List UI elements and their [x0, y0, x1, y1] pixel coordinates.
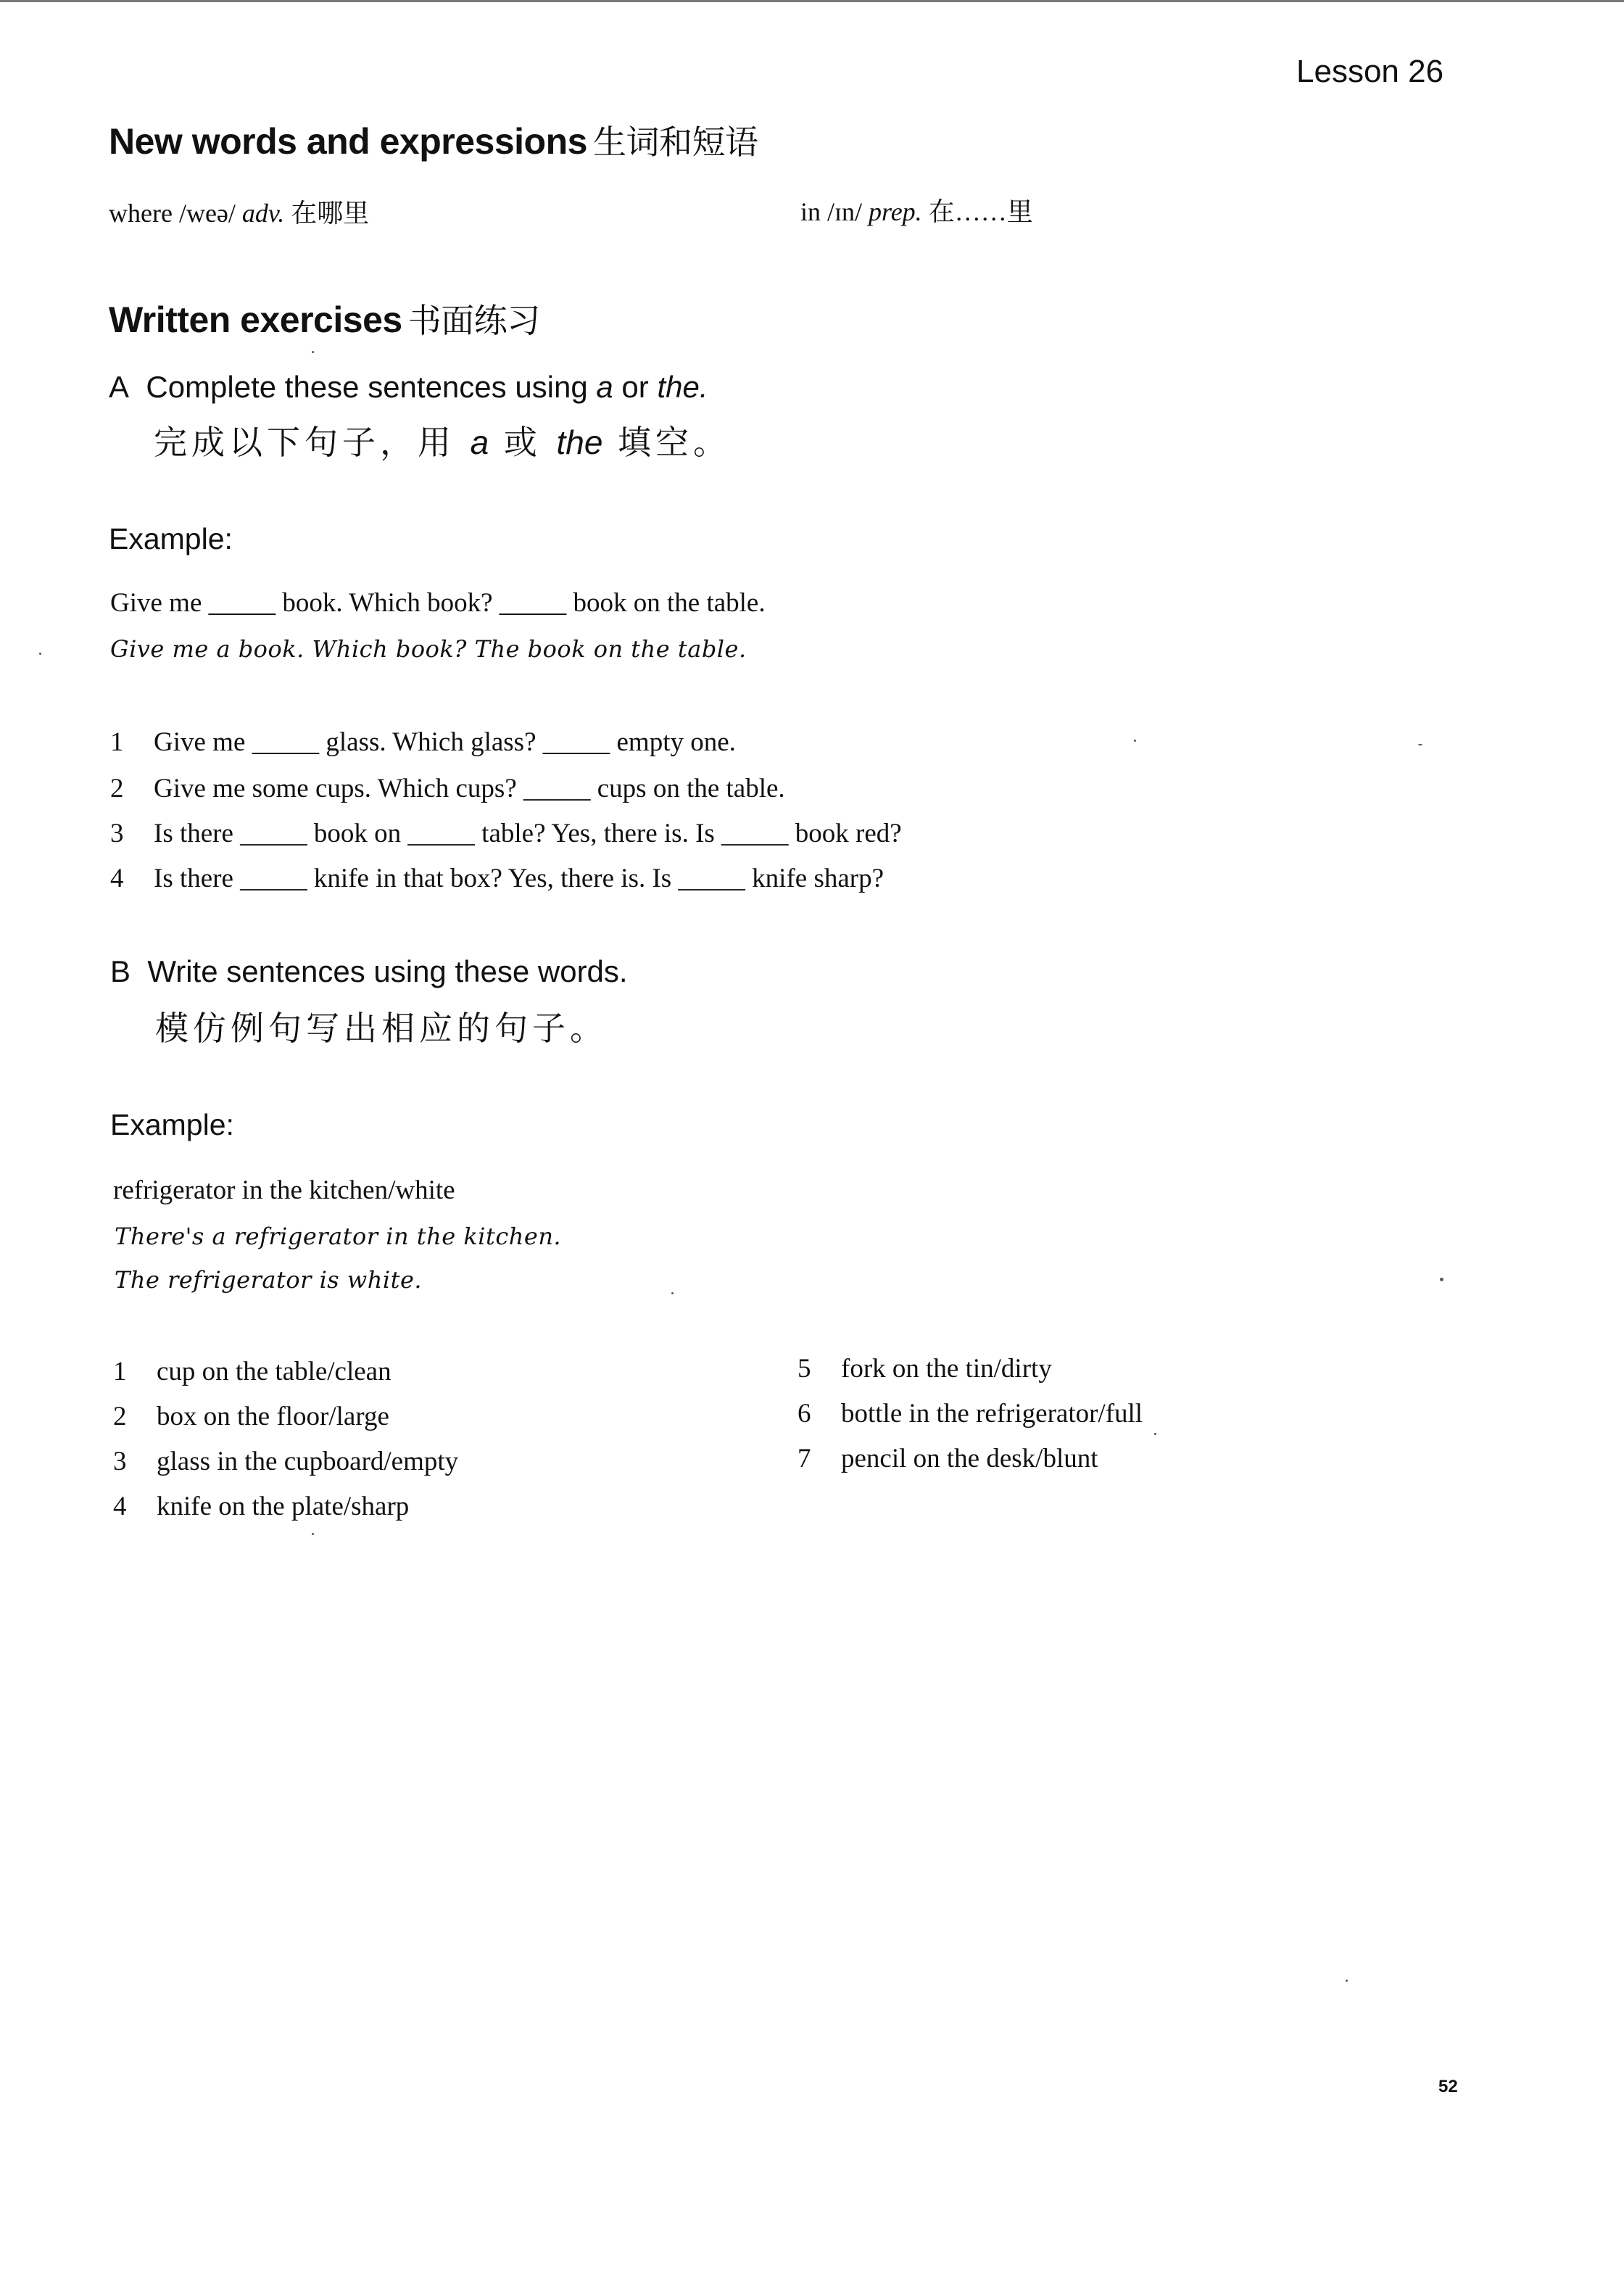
section-a-zh-a: a — [470, 423, 489, 461]
section-b-item-1 — [113, 1356, 392, 1387]
item-text: glass in the cupboard/empty — [157, 1447, 459, 1476]
section-a-instruction — [109, 370, 708, 405]
section-a-zh-post: 填空。 — [602, 423, 732, 462]
scan-speck — [312, 351, 314, 353]
vocab-entry-where — [109, 193, 369, 230]
vocab-meaning: 在哪里 — [291, 199, 370, 228]
item-number: 2 — [110, 774, 124, 803]
item-number: 4 — [110, 864, 124, 893]
section-a-instr-mid: or — [613, 370, 658, 404]
item-text: bottle in the refrigerator/full — [841, 1399, 1143, 1429]
item-text: Is there _____ knife in that box? Yes, there is. Is _____ knife sharp? — [154, 864, 884, 893]
scan-speck — [671, 1292, 674, 1294]
section-a-example-question: Give me _____ book. Which book? _____ book on the table. — [110, 588, 766, 618]
section-b-item-7 — [798, 1443, 1098, 1474]
item-text: Is there _____ book on _____ table? Yes, there is. Is _____ book red? — [154, 819, 902, 848]
lesson-label: Lesson 26 — [1296, 54, 1444, 89]
section-a-letter: A — [109, 370, 130, 404]
item-number: 5 — [798, 1354, 811, 1384]
written-heading-zh: 书面练习 — [407, 301, 540, 340]
section-a-instr-a: a — [596, 370, 613, 404]
section-b-item-5 — [798, 1353, 1052, 1384]
scan-top-border — [0, 0, 1624, 2]
item-text: Give me _____ glass. Which glass? _____ empty one. — [154, 727, 736, 757]
item-number: 1 — [113, 1357, 127, 1386]
section-a-instr-the: the. — [657, 370, 708, 404]
new-words-heading-en: New words and expressions — [109, 121, 587, 162]
vocab-pos: adv. — [241, 199, 285, 228]
section-a-item-1 — [110, 727, 736, 758]
item-text: cup on the table/clean — [157, 1357, 392, 1386]
vocab-entry-in — [800, 191, 1033, 228]
section-b-item-6 — [798, 1398, 1143, 1429]
section-b-example-answer-2: The refrigerator is white. — [115, 1266, 423, 1294]
vocab-word: in — [800, 197, 821, 226]
item-text: knife on the plate/sharp — [157, 1492, 410, 1521]
section-b-instr: Write sentences using these words. — [147, 954, 628, 988]
vocab-phonetic: /ɪn/ — [827, 197, 863, 226]
item-text: box on the floor/large — [157, 1402, 389, 1431]
section-a-item-3 — [110, 818, 902, 849]
section-b-example-answer-1: There's a refrigerator in the kitchen. — [115, 1223, 562, 1250]
scan-speck — [1154, 1433, 1156, 1435]
section-b-instruction — [110, 954, 628, 989]
scan-speck — [39, 653, 41, 655]
scan-speck — [1418, 744, 1422, 745]
scan-speck — [1134, 740, 1136, 742]
item-text: Give me some cups. Which cups? _____ cups on the table. — [154, 774, 785, 803]
section-b-item-3 — [113, 1446, 458, 1477]
section-b-letter: B — [110, 954, 131, 988]
section-a-instruction-zh — [154, 416, 731, 464]
section-a-item-2 — [110, 773, 785, 804]
item-number: 2 — [113, 1402, 127, 1431]
item-number: 1 — [110, 727, 124, 757]
item-number: 6 — [798, 1399, 811, 1429]
item-number: 4 — [113, 1492, 127, 1521]
page-number: 52 — [1438, 2077, 1458, 2096]
section-b-example-prompt: refrigerator in the kitchen/white — [113, 1175, 455, 1205]
section-b-example-label: Example: — [110, 1108, 234, 1141]
section-a-zh-mid: 或 — [489, 423, 557, 462]
item-text: fork on the tin/dirty — [841, 1354, 1052, 1384]
section-b-item-4 — [113, 1491, 409, 1522]
item-number: 3 — [113, 1447, 127, 1476]
scan-speck — [1346, 1980, 1348, 1982]
vocab-phonetic: /weə/ — [178, 199, 236, 228]
new-words-heading-zh: 生词和短语 — [592, 123, 758, 162]
vocab-meaning: 在……里 — [928, 197, 1033, 226]
section-a-example-label: Example: — [109, 522, 233, 555]
section-b-item-2 — [113, 1401, 389, 1432]
section-a-zh-the: the — [556, 423, 603, 461]
item-text: pencil on the desk/blunt — [841, 1444, 1098, 1473]
vocab-pos: prep. — [869, 197, 922, 226]
item-number: 3 — [110, 819, 124, 848]
scan-speck — [312, 1533, 314, 1535]
new-words-heading — [109, 116, 758, 164]
written-exercises-heading — [109, 294, 540, 342]
section-a-instr-pre: Complete these sentences using — [146, 370, 597, 404]
vocab-word: where — [109, 199, 173, 228]
item-number: 7 — [798, 1444, 811, 1473]
section-a-zh-pre: 完成以下句子，用 — [154, 423, 471, 462]
written-heading-en: Written exercises — [109, 299, 402, 340]
section-a-item-4 — [110, 863, 884, 894]
scan-speck — [1440, 1278, 1443, 1281]
section-b-instruction-zh: 模仿例句写出相应的句子。 — [155, 1009, 608, 1048]
section-a-example-answer: Give me a book. Which book? The book on the table. — [110, 635, 747, 663]
